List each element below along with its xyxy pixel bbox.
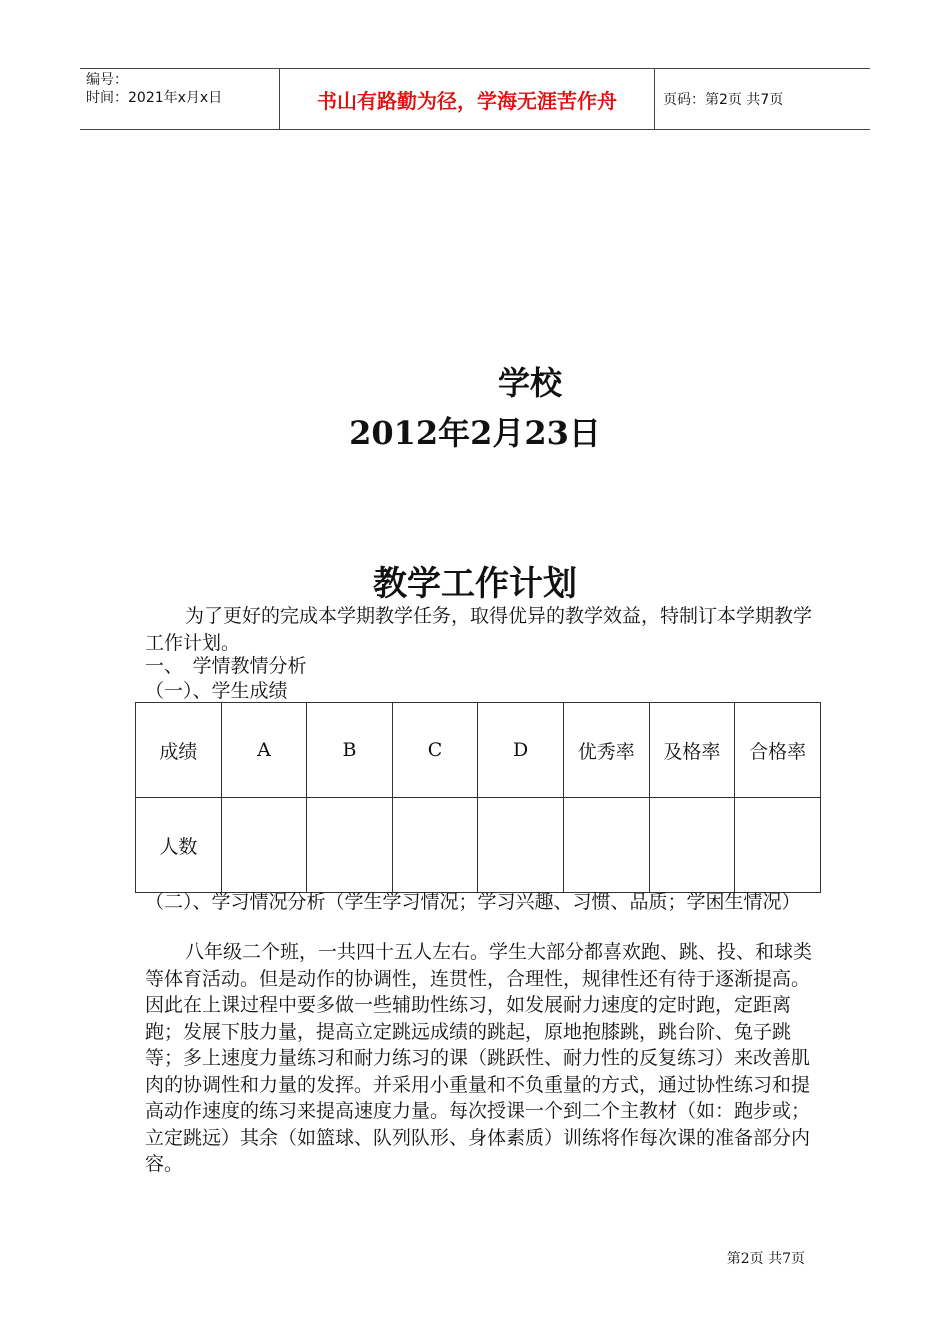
table-header-cell: D	[478, 703, 564, 798]
table-cell	[221, 798, 307, 893]
subheading-student-grades: （一）、学生成绩	[145, 680, 288, 702]
table-cell	[563, 798, 649, 893]
table-header-cell: A	[221, 703, 307, 798]
table-header-cell: 合格率	[735, 703, 821, 798]
table-row	[136, 703, 821, 798]
table-header-cell: 成绩	[136, 703, 222, 798]
table-row	[136, 798, 821, 893]
table-cell	[649, 798, 735, 893]
header-motto: 书山有路勤为径，学海无涯苦作舟	[280, 69, 655, 129]
section-heading-1: 一、 学情教情分析	[145, 655, 307, 677]
table-header-cell: C	[392, 703, 478, 798]
table-header-cell: 及格率	[649, 703, 735, 798]
table-cell	[478, 798, 564, 893]
table-row-label: 人数	[136, 798, 222, 893]
table-header-cell: B	[307, 703, 393, 798]
table-cell	[307, 798, 393, 893]
cover-date: 2012年2月23日	[349, 414, 601, 452]
school-name: 学校	[497, 364, 562, 402]
document-title: 教学工作计划	[373, 564, 577, 604]
header-meta	[80, 69, 280, 129]
table-header-cell: 优秀率	[563, 703, 649, 798]
page-header	[80, 68, 870, 130]
time-label: 时间：2021年x月x日	[86, 90, 223, 106]
grades-table	[135, 702, 821, 893]
table-cell	[735, 798, 821, 893]
number-label: 编号：	[86, 72, 128, 88]
header-page-info: 页码：第2页 共7页	[663, 92, 784, 108]
analysis-paragraph: 八年级二个班，一共四十五人左右。学生大部分都喜欢跑、跳、投、和球类等体育活动。但是动作的协调性，连贯性，合理性，规律性还有待于逐渐提高。因此在上课过程中要多做一些辅助性练习，如发展耐力速度的定时跑，定距离跑；发展下肢力量，提高立定跳远成绩的跳起，原地抱膝跳，跳台阶、兔子跳等；多上速度力量练习和耐力练习的课（跳跃性、耐力性的反复练习）来改善肌肉的协调性和力量的发挥。并采用小重量和不负重量的方式，通过协性练习和提高动作速度的练习来提高速度力量。每次授课一个到二个主教材（如：跑步或；立定跳远）其余（如篮球、队列队形、身体素质）训练将作每次课的准备部分内容。	[145, 941, 813, 1175]
intro-paragraph: 为了更好的完成本学期教学任务，取得优异的教学效益，特制订本学期教学工作计划。	[145, 605, 813, 654]
subheading-learning-analysis: （二）、学习情况分析（学生学习情况；学习兴趣、习惯、品质；学困生情况）	[145, 891, 801, 913]
table-cell	[392, 798, 478, 893]
page-footer: 第2页 共7页	[726, 1251, 805, 1267]
